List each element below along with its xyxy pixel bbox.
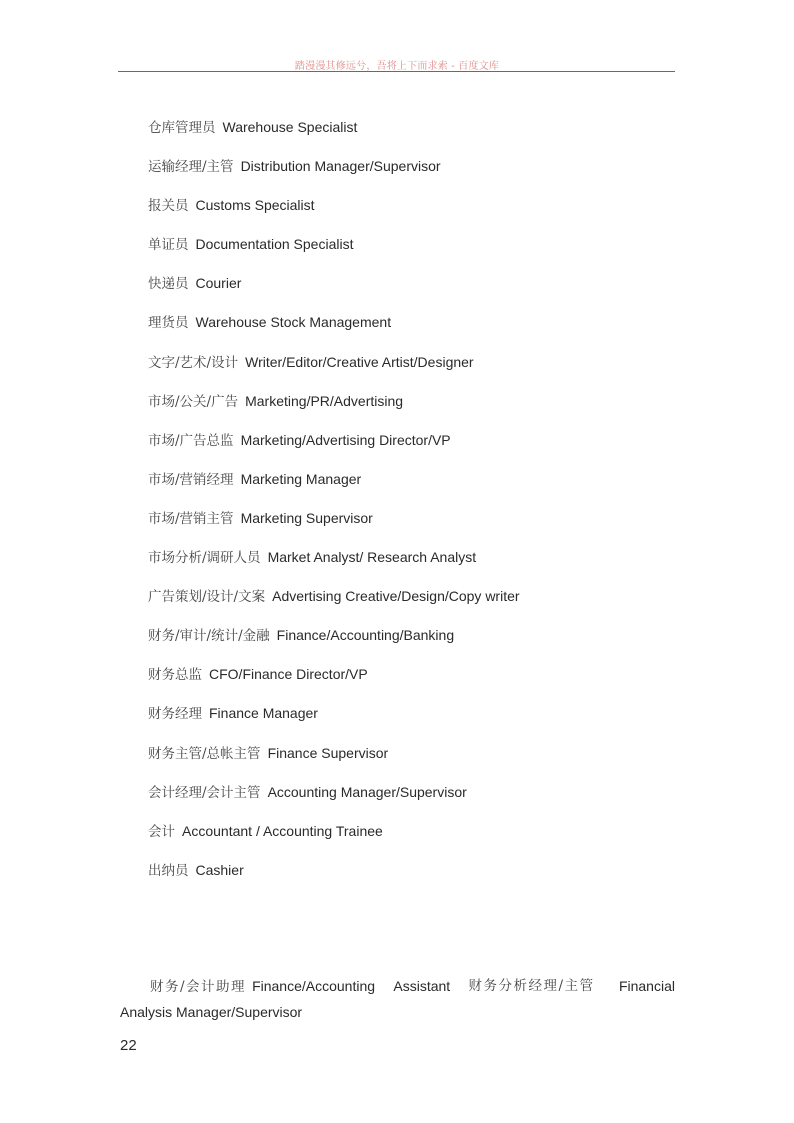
entry-chinese: 会计 — [148, 823, 175, 840]
entry-chinese: 财务/审计/统计/金融 — [148, 628, 270, 645]
list-item — [148, 233, 520, 272]
paragraph-line-2: Analysis Manager/Supervisor — [120, 1004, 303, 1020]
entry-chinese: 仓库管理员 — [148, 120, 216, 136]
entry-chinese: 市场分析/调研人员 — [148, 550, 261, 567]
paragraph-segment-2 — [469, 974, 601, 1000]
list-item — [148, 507, 520, 546]
entry-english: Warehouse Specialist — [222, 119, 358, 135]
entry-english: Marketing Supervisor — [240, 509, 373, 526]
list-item — [148, 859, 520, 898]
entry-chinese: 市场/公关/广告 — [148, 393, 239, 410]
paragraph-segment-1 — [150, 974, 375, 1000]
entry-chinese: 报关员 — [148, 198, 189, 215]
entry-chinese: 市场/营销主管 — [148, 510, 234, 527]
paragraph-english-2a: Financial — [618, 978, 675, 994]
list-item — [148, 820, 520, 859]
paragraph-chinese-2: 财务分析经理/主管 — [468, 978, 595, 994]
entry-english: Finance Manager — [209, 705, 318, 722]
entry-chinese: 财务总监 — [148, 667, 202, 684]
entry-english: CFO/Finance Director/VP — [209, 666, 368, 683]
entry-english: Warehouse Stock Management — [195, 314, 392, 331]
list-item — [148, 155, 520, 194]
entry-english: Courier — [195, 275, 242, 292]
entry-english: Marketing/PR/Advertising — [245, 392, 404, 409]
entry-chinese: 理货员 — [148, 315, 189, 332]
entry-english: Marketing/Advertising Director/VP — [240, 431, 451, 448]
list-item — [148, 468, 520, 507]
paragraph-chinese-1: 财务/会计助理 — [150, 979, 247, 995]
list-item — [148, 351, 520, 390]
entry-english: Writer/Editor/Creative Artist/Designer — [245, 353, 474, 370]
entry-chinese: 市场/广告总监 — [148, 432, 234, 449]
list-item — [148, 116, 520, 155]
entry-chinese: 会计经理/会计主管 — [148, 784, 261, 801]
entry-chinese: 财务主管/总帐主管 — [148, 745, 261, 762]
list-item — [148, 429, 520, 468]
body-paragraph — [120, 974, 675, 1025]
list-item — [148, 311, 520, 350]
entry-english: Documentation Specialist — [195, 236, 354, 253]
entry-chinese: 快递员 — [148, 276, 189, 293]
list-item — [148, 624, 520, 663]
list-item — [148, 194, 520, 233]
list-item — [148, 390, 520, 429]
entry-chinese: 市场/营销经理 — [148, 471, 234, 488]
paragraph-line-1 — [120, 974, 675, 1000]
list-item — [148, 663, 520, 702]
list-item — [148, 585, 520, 624]
header-divider — [118, 71, 675, 72]
list-item — [148, 781, 520, 820]
list-item — [148, 702, 520, 741]
entry-chinese: 出纳员 — [148, 862, 189, 879]
entry-chinese: 运输经理/主管 — [148, 159, 234, 176]
paragraph-english-1a: Finance/Accounting — [252, 978, 376, 994]
entry-chinese: 单证员 — [148, 237, 189, 254]
header-watermark-text: 踏漫漫其修远兮，吾将上下而求索 - 百度文库 — [294, 61, 500, 72]
entry-english: Cashier — [195, 861, 244, 878]
entry-english: Marketing Manager — [240, 470, 362, 487]
page-number: 22 — [120, 1037, 137, 1054]
list-item — [148, 742, 520, 781]
entry-english: Advertising Creative/Design/Copy writer — [272, 588, 520, 605]
entry-english: Finance/Accounting/Banking — [276, 627, 455, 644]
paragraph-english-1b: Assistant — [393, 978, 451, 994]
list-item — [148, 546, 520, 585]
entry-english: Finance Supervisor — [267, 744, 389, 761]
job-title-list — [148, 116, 520, 898]
entry-chinese: 文字/艺术/设计 — [148, 354, 239, 371]
entry-english: Distribution Manager/Supervisor — [240, 158, 441, 175]
entry-chinese: 广告策划/设计/文案 — [148, 589, 266, 606]
entry-english: Customs Specialist — [195, 197, 315, 214]
entry-chinese: 财务经理 — [148, 706, 202, 723]
entry-english: Market Analyst/ Research Analyst — [267, 549, 477, 566]
list-item — [148, 272, 520, 311]
entry-english: Accountant / Accounting Trainee — [182, 822, 383, 839]
entry-english: Accounting Manager/Supervisor — [267, 783, 467, 800]
